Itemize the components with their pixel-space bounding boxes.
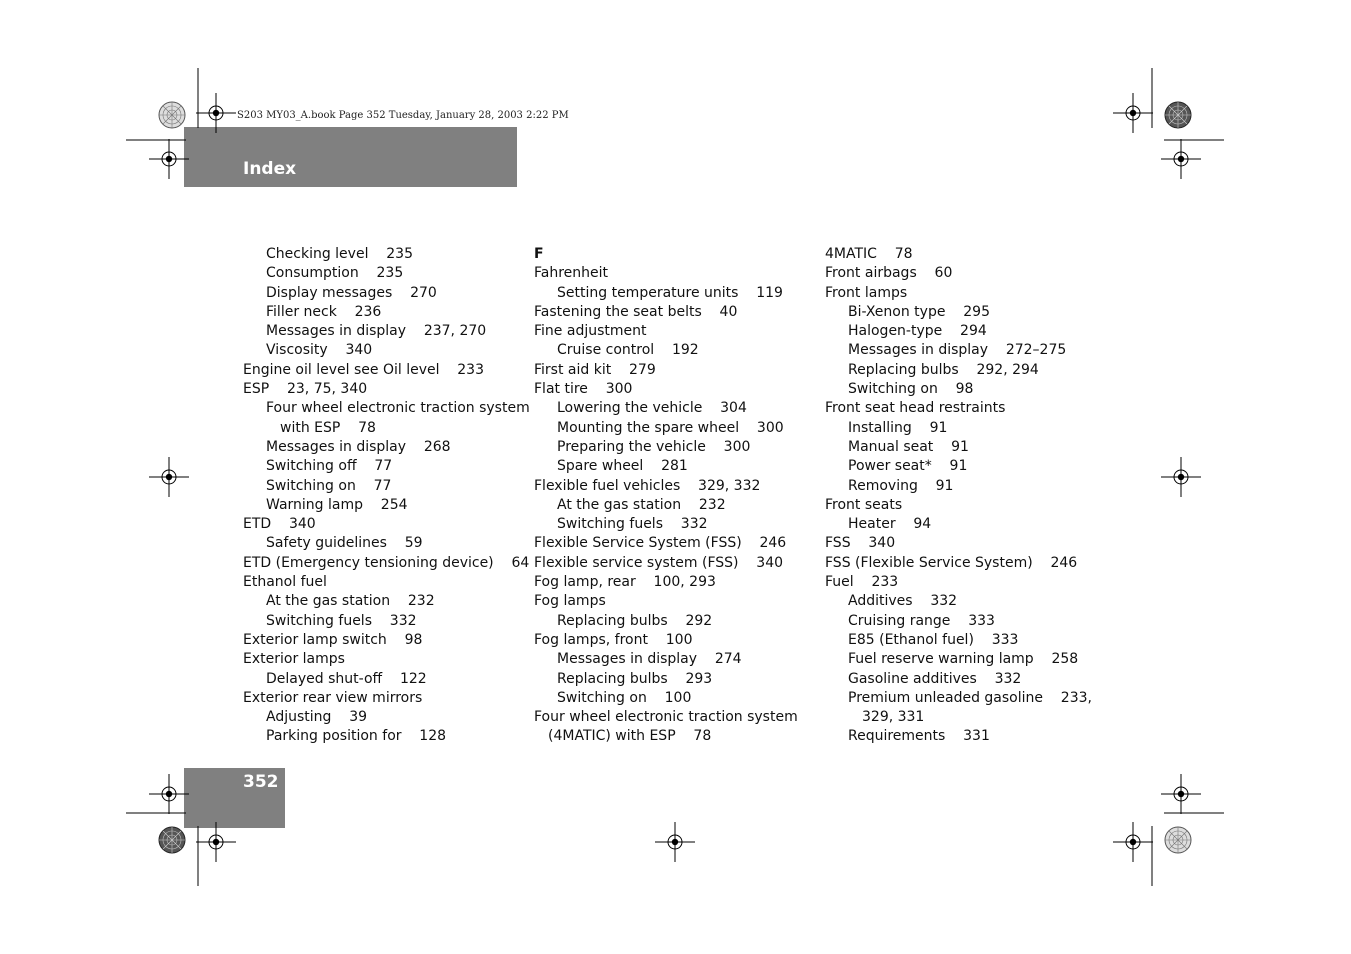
index-entry: ETD 340 — [243, 516, 316, 533]
index-entry: Viscosity 340 — [266, 342, 373, 359]
index-entry: Premium unleaded gasoline 233, — [848, 689, 1092, 706]
registration-crosshair — [149, 774, 189, 814]
index-entry: Power seat* 91 — [848, 458, 968, 475]
index-entry: Fuel reserve warning lamp 258 — [848, 651, 1079, 668]
index-entry: Exterior rear view mirrors — [243, 689, 423, 706]
index-entry: E85 (Ethanol fuel) 333 — [848, 631, 1019, 648]
index-entry: Warning lamp 254 — [266, 496, 408, 513]
index-entry: Spare wheel 281 — [557, 458, 688, 475]
index-entry: Cruising range 333 — [848, 612, 995, 629]
index-entry: Parking position for 128 — [266, 728, 447, 745]
index-entry: ESP 23, 75, 340 — [243, 381, 368, 398]
index-entry: Bi-Xenon type 295 — [848, 303, 990, 320]
index-entry: Removing 91 — [848, 477, 954, 494]
registration-crosshair — [196, 822, 236, 862]
index-entry: Adjusting 39 — [266, 709, 368, 726]
index-entry: Fahrenheit — [534, 265, 609, 282]
registration-crosshair — [149, 139, 189, 179]
index-entry: Display messages 270 — [266, 284, 437, 301]
index-entry: (4MATIC) with ESP 78 — [548, 728, 712, 745]
index-entry: Switching fuels 332 — [266, 612, 417, 629]
index-entry: Engine oil level see Oil level 233 — [243, 361, 485, 378]
index-letter-heading: F — [534, 246, 544, 262]
index-entry: Halogen-type 294 — [848, 323, 987, 340]
index-entry: Four wheel electronic traction system — [534, 709, 798, 726]
index-entry: Exterior lamps — [243, 651, 345, 668]
index-entry: Front seats — [825, 496, 903, 513]
index-entry: Gasoline additives 332 — [848, 670, 1022, 687]
index-entry: Lowering the vehicle 304 — [557, 400, 747, 417]
index-entry: Cruise control 192 — [557, 342, 699, 359]
index-entry: Switching on 98 — [848, 381, 974, 398]
index-entry: Fine adjustment — [534, 323, 647, 340]
index-entry: Fuel 233 — [825, 574, 899, 591]
index-entry: Switching fuels 332 — [557, 516, 708, 533]
index-entry: Switching on 100 — [557, 689, 692, 706]
index-entry: Flexible fuel vehicles 329, 332 — [534, 477, 761, 494]
registration-rosette — [1165, 102, 1191, 128]
index-entry: Fog lamp, rear 100, 293 — [534, 574, 716, 591]
index-entry: Switching on 77 — [266, 477, 392, 494]
index-entry: Requirements 331 — [848, 728, 990, 745]
index-entry: Four wheel electronic traction system — [266, 400, 530, 417]
registration-crosshair — [1161, 457, 1201, 497]
index-entry: FSS 340 — [825, 535, 896, 552]
index-entry: Setting temperature units 119 — [557, 284, 783, 301]
index-entry: Exterior lamp switch 98 — [243, 631, 423, 648]
registration-crosshair — [196, 93, 236, 133]
index-entry: Replacing bulbs 293 — [557, 670, 713, 687]
index-entry: ETD (Emergency tensioning device) 64 — [243, 554, 530, 571]
index-entry: Ethanol fuel — [243, 574, 327, 591]
index-entry: Flexible service system (FSS) 340 — [534, 554, 784, 571]
index-entry: At the gas station 232 — [557, 496, 726, 513]
index-entry: 329, 331 — [862, 709, 925, 726]
registration-crosshair — [1113, 822, 1153, 862]
index-entry: Filler neck 236 — [266, 303, 382, 320]
index-entry: Consumption 235 — [266, 265, 404, 282]
index-entry: Flexible Service System (FSS) 246 — [534, 535, 787, 552]
index-entry: At the gas station 232 — [266, 593, 435, 610]
registration-crosshair — [655, 822, 695, 862]
registration-rosette — [1165, 827, 1191, 853]
registration-crosshair — [1113, 93, 1153, 133]
index-entry: Fastening the seat belts 40 — [534, 303, 738, 320]
index-entry: Manual seat 91 — [848, 438, 969, 455]
registration-crosshair — [1161, 774, 1201, 814]
registration-crosshair — [149, 457, 189, 497]
index-entry: Replacing bulbs 292 — [557, 612, 713, 629]
index-entry: Installing 91 — [848, 419, 948, 436]
registration-crosshair — [1161, 139, 1201, 179]
index-entry: Heater 94 — [848, 516, 932, 533]
index-entry: FSS (Flexible Service System) 246 — [825, 554, 1078, 571]
index-entry: with ESP 78 — [280, 419, 376, 436]
index-entry: Messages in display 268 — [266, 438, 451, 455]
index-entry: Messages in display 237, 270 — [266, 323, 487, 340]
index-entry: Additives 332 — [848, 593, 958, 610]
print-metadata: S203 MY03_A.book Page 352 Tuesday, January 28, 2003 2:22 PM — [237, 110, 569, 121]
index-entry: 4MATIC 78 — [825, 246, 913, 262]
index-entry: Messages in display 272–275 — [848, 342, 1067, 359]
index-entry: Replacing bulbs 292, 294 — [848, 361, 1039, 378]
index-entry: Safety guidelines 59 — [266, 535, 423, 552]
index-entry: Preparing the vehicle 300 — [557, 438, 751, 455]
index-entry: Checking level 235 — [266, 246, 413, 262]
registration-rosette — [159, 827, 185, 853]
index-entry: Messages in display 274 — [557, 651, 742, 668]
index-entry: Front seat head restraints — [825, 400, 1006, 417]
index-entry: First aid kit 279 — [534, 361, 656, 378]
index-entry: Front lamps — [825, 284, 908, 301]
index-entry: Mounting the spare wheel 300 — [557, 419, 784, 436]
index-entry: Delayed shut-off 122 — [266, 670, 427, 687]
index-entry: Fog lamps — [534, 593, 606, 610]
index-entry: Flat tire 300 — [534, 381, 633, 398]
page-number: 352 — [243, 772, 279, 792]
registration-rosette — [159, 102, 185, 128]
index-entry: Fog lamps, front 100 — [534, 631, 693, 648]
index-entry: Switching off 77 — [266, 458, 393, 475]
index-entry: Front airbags 60 — [825, 265, 953, 282]
page-title: Index — [243, 159, 297, 179]
